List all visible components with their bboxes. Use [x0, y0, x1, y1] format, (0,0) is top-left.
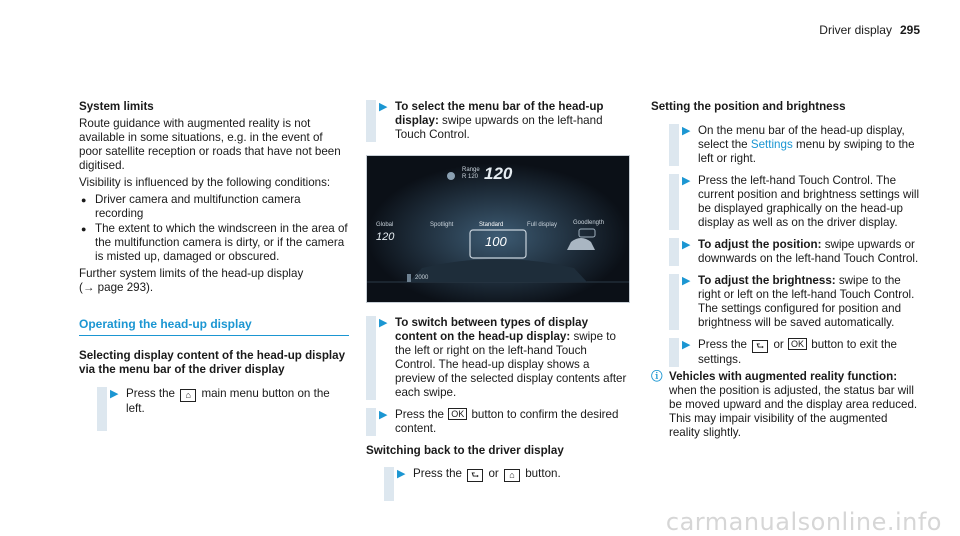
- step-text: Press the OK button to confirm the desired content.: [395, 408, 619, 435]
- hud-bottom-val: 2000: [415, 275, 429, 281]
- step-bar: [366, 100, 376, 142]
- list-item: [79, 193, 349, 221]
- back-icon: ⮑: [467, 469, 483, 482]
- column-3: [651, 100, 921, 440]
- column-2: [366, 100, 630, 509]
- hud-label-left: Global: [376, 222, 394, 228]
- step-item: [651, 124, 921, 166]
- arrow-icon: ▶: [397, 468, 406, 480]
- section-heading: Operating the head-up display: [79, 317, 349, 336]
- bullet-text: Driver camera and multifunction camera recording: [95, 193, 301, 220]
- column-1: [79, 100, 349, 439]
- arrow-icon: ▶: [379, 317, 388, 329]
- step-text: On the menu bar of the head-up display, select the Settings menu by swiping to the left or right.: [698, 124, 915, 165]
- step-item: [651, 274, 921, 330]
- step-item: [651, 174, 921, 230]
- step-text: To adjust the brightness: swipe to the right or left on the left-hand Touch Control. The settings configured for position and brightness will be saved automatically.: [698, 274, 915, 329]
- visibility-intro: Visibility is influenced by the following conditions:: [79, 176, 331, 189]
- settings-heading: Setting the position and brightness: [651, 100, 846, 113]
- hud-top-small-val: R 120: [462, 174, 479, 180]
- further-limits: Further system limits of the head-up display (→ page 293).: [79, 267, 304, 294]
- watermark: carmanualsonline.info: [665, 508, 942, 536]
- step-item: [651, 238, 921, 266]
- step-text: To adjust the position: swipe upwards or downwards on the left-hand Touch Control.: [698, 238, 919, 265]
- back-icon: ⮑: [752, 340, 768, 353]
- step-text: Press the ⌂ main menu button on the left.: [126, 387, 330, 415]
- arrow-icon: ▶: [682, 175, 691, 187]
- list-item: [79, 222, 349, 264]
- hud-top-small: Range: [462, 167, 480, 173]
- step-bar: [669, 338, 679, 367]
- arrow-icon: ▶: [110, 388, 119, 400]
- step-bar: [366, 316, 376, 400]
- step-item: [366, 100, 630, 142]
- bullet-text: The extent to which the windscreen in the area of the multifunction camera is dirty, or if the camera is misted up, damaged or obscured.: [95, 222, 348, 263]
- page-number: 295: [899, 23, 920, 37]
- note-item: [651, 370, 921, 440]
- hud-menu-right: Full display: [527, 222, 558, 228]
- head-up-display-image: [366, 155, 630, 303]
- step-item: [366, 467, 630, 501]
- hud-label-left-val: 120: [376, 231, 395, 243]
- ok-key-icon: OK: [448, 408, 467, 420]
- step-text: To select the menu bar of the head-up display: swipe upwards on the left-hand Touch Control.: [395, 100, 604, 141]
- arrow-icon: ▶: [379, 101, 388, 113]
- hud-menu-center: Standard: [479, 222, 504, 228]
- step-bar: [97, 387, 107, 431]
- step-bar: [669, 238, 679, 266]
- step-item: [366, 316, 630, 400]
- hud-menu-left: Spotlight: [430, 222, 454, 228]
- step-text: Press the ⮑ or ⌂ button.: [413, 467, 561, 480]
- arrow-icon: ▶: [682, 275, 691, 287]
- step-bar: [384, 467, 394, 501]
- sub-heading: Selecting display content of the head-up display via the menu bar of the driver display: [79, 349, 346, 376]
- system-limits-text: Route guidance with augmented reality is not available in some situations, e.g. in the event of poor satellite reception or roads that have not been digitised.: [79, 117, 341, 172]
- page-reference-link[interactable]: (→ page 293).: [79, 281, 154, 294]
- step-bar: [669, 124, 679, 166]
- ok-key-icon: OK: [788, 338, 807, 350]
- hud-speed-preview: 100: [485, 234, 507, 249]
- note-text: Vehicles with augmented reality function: when the position is adjusted, the status bar will be moved upward and the display area reduced. This may impair visibility of the augmented reality slightly.: [669, 370, 918, 439]
- step-text: Press the ⮑ or OK button to exit the settings.: [698, 338, 897, 366]
- step-text: To switch between types of display content on the head-up display: swipe to the left or right on the left-hand Touch Control. The head-up display shows a preview of the selected display contents after each swipe.: [395, 316, 627, 399]
- hud-label-right: Goodlength: [573, 220, 605, 226]
- home-icon: ⌂: [180, 389, 196, 402]
- step-item: [79, 387, 349, 431]
- bullet-icon: ●: [81, 224, 87, 234]
- hud-speed-main: 120: [484, 164, 513, 183]
- header-title: Driver display: [819, 23, 892, 37]
- system-limits-title: System limits: [79, 100, 154, 113]
- arrow-icon: ▶: [682, 125, 691, 137]
- arrow-icon: ▶: [379, 409, 388, 421]
- step-item: [366, 408, 630, 436]
- arrow-icon: ▶: [682, 239, 691, 251]
- step-bar: [366, 408, 376, 436]
- settings-menu-label: Settings: [750, 138, 793, 151]
- switch-back-heading: Switching back to the driver display: [366, 444, 564, 457]
- bullet-icon: ●: [81, 195, 87, 205]
- step-item: [651, 338, 921, 367]
- home-icon: ⌂: [504, 469, 520, 482]
- step-text: Press the left-hand Touch Control. The current position and brightness settings will be displayed graphically on the head-up display as well as on the driver display.: [698, 174, 920, 229]
- arrow-icon: ▶: [682, 339, 691, 351]
- step-bar: [669, 274, 679, 330]
- info-icon: ⓘ: [651, 370, 663, 383]
- page-header: [819, 23, 920, 37]
- step-bar: [669, 174, 679, 230]
